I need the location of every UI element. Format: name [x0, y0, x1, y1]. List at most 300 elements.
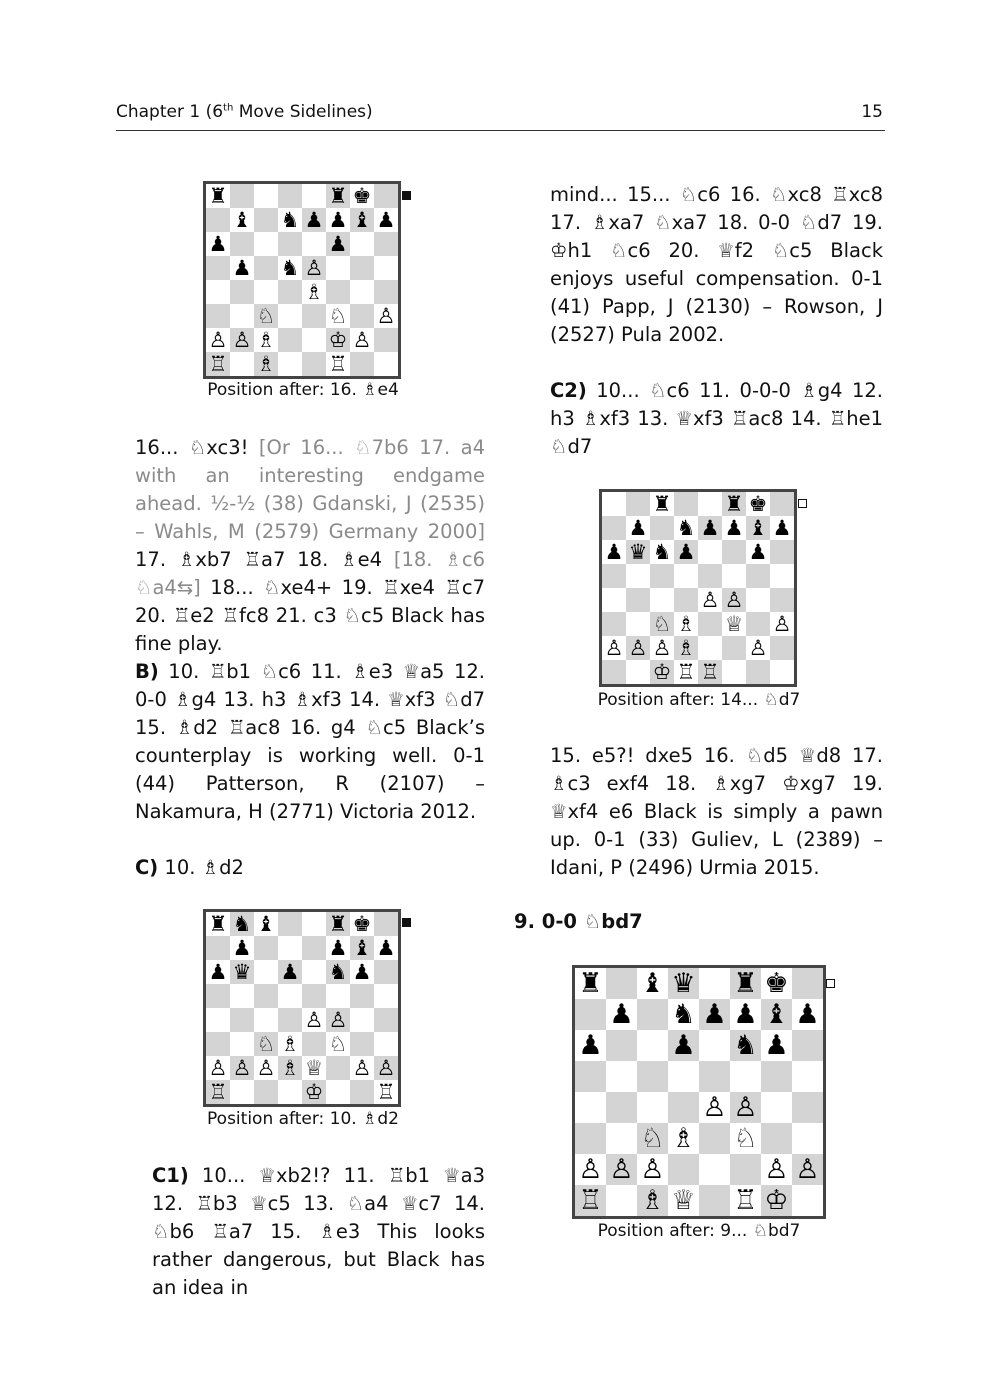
chess-diagram-2 [203, 909, 401, 1107]
square-b5 [230, 984, 254, 1008]
square-a6 [602, 540, 626, 564]
square-c4 [254, 1008, 278, 1032]
black-pawn-icon: ♟ [764, 1030, 789, 1061]
white-pawn-icon: ♙ [652, 635, 672, 660]
square-d1 [278, 1080, 302, 1104]
square-g7 [761, 999, 792, 1030]
square-g7 [350, 936, 374, 960]
paragraph-line-c: C) 10. ♗d2 [135, 856, 244, 879]
white-knight-icon: ♘ [256, 1031, 276, 1056]
square-a8 [602, 492, 626, 516]
square-b7 [230, 208, 254, 232]
square-e6 [698, 540, 722, 564]
square-f1 [722, 660, 746, 684]
square-a3 [206, 1032, 230, 1056]
square-h3 [374, 1032, 398, 1056]
square-b1 [230, 352, 254, 376]
square-g8 [350, 912, 374, 936]
paragraph-mind-continuation: mind... 15... ♘c6 16. ♘xc8 ♖xc8 17. ♗xa7 ♘xa7 18. 0-0 ♘d7 19. ♔h1 ♘c6 20. ♕f2 ♘c5 Black enjoys useful compensation. 0-1 (41) Papp, J (2130) – Rowson, J (2527) Pula 2002. [550, 183, 883, 346]
square-g6 [761, 1030, 792, 1061]
square-d5 [674, 564, 698, 588]
white-pawn-icon: ♙ [578, 1154, 603, 1185]
square-c8 [650, 492, 674, 516]
black-king-icon: ♚ [352, 911, 372, 936]
square-b1 [230, 1080, 254, 1104]
square-g8 [350, 184, 374, 208]
square-f4 [730, 1092, 761, 1123]
white-king-icon: ♔ [764, 1185, 789, 1216]
black-bishop-icon: ♝ [352, 935, 372, 960]
square-d1 [674, 660, 698, 684]
square-d5 [278, 256, 302, 280]
square-g5 [350, 984, 374, 1008]
square-c8 [254, 912, 278, 936]
square-e1 [698, 660, 722, 684]
white-to-move-marker [798, 499, 807, 508]
white-bishop-icon: ♗ [304, 279, 324, 304]
square-e3 [699, 1123, 730, 1154]
square-d4 [278, 280, 302, 304]
square-a8 [206, 912, 230, 936]
black-bishop-icon: ♝ [764, 999, 789, 1030]
square-c5 [637, 1061, 668, 1092]
square-h4 [374, 1008, 398, 1032]
square-e7 [302, 936, 326, 960]
square-g2 [761, 1154, 792, 1185]
square-g2 [746, 636, 770, 660]
square-e1 [302, 1080, 326, 1104]
black-pawn-icon: ♟ [733, 999, 758, 1030]
black-bishop-icon: ♝ [748, 515, 768, 540]
square-d6 [668, 1030, 699, 1061]
black-rook-icon: ♜ [733, 968, 758, 999]
white-king-icon: ♔ [304, 1079, 324, 1104]
square-c7 [650, 516, 674, 540]
white-queen-icon: ♕ [304, 1055, 324, 1080]
white-rook-icon: ♖ [733, 1185, 758, 1216]
black-knight-icon: ♞ [733, 1030, 758, 1061]
square-f7 [722, 516, 746, 540]
black-rook-icon: ♜ [724, 491, 744, 516]
square-h3 [792, 1123, 823, 1154]
square-d2 [278, 328, 302, 352]
square-h3 [374, 304, 398, 328]
square-b3 [230, 1032, 254, 1056]
square-c7 [637, 999, 668, 1030]
square-c2 [254, 328, 278, 352]
square-g4 [746, 588, 770, 612]
square-d8 [278, 912, 302, 936]
white-pawn-icon: ♙ [232, 327, 252, 352]
black-pawn-icon: ♟ [376, 207, 396, 232]
black-rook-icon: ♜ [328, 911, 348, 936]
square-a5 [575, 1061, 606, 1092]
white-bishop-icon: ♗ [280, 1055, 300, 1080]
square-b4 [606, 1092, 637, 1123]
square-g1 [350, 352, 374, 376]
square-d5 [668, 1061, 699, 1092]
square-h1 [792, 1185, 823, 1216]
square-f3 [722, 612, 746, 636]
square-f7 [730, 999, 761, 1030]
square-d2 [278, 1056, 302, 1080]
black-knight-icon: ♞ [232, 911, 252, 936]
square-e3 [698, 612, 722, 636]
square-c4 [254, 280, 278, 304]
square-d6 [278, 232, 302, 256]
black-pawn-icon: ♟ [628, 515, 648, 540]
square-f3 [326, 304, 350, 328]
black-king-icon: ♚ [352, 183, 372, 208]
square-d2 [674, 636, 698, 660]
square-f6 [722, 540, 746, 564]
square-a5 [602, 564, 626, 588]
square-d4 [278, 1008, 302, 1032]
white-pawn-icon: ♙ [352, 327, 372, 352]
square-h2 [770, 636, 794, 660]
square-h2 [792, 1154, 823, 1185]
square-b5 [606, 1061, 637, 1092]
black-pawn-icon: ♟ [702, 999, 727, 1030]
white-bishop-icon: ♗ [676, 635, 696, 660]
square-b3 [626, 612, 650, 636]
page-header [116, 100, 885, 131]
white-knight-icon: ♘ [328, 303, 348, 328]
black-knight-icon: ♞ [652, 539, 672, 564]
square-f2 [326, 1056, 350, 1080]
square-a6 [206, 960, 230, 984]
square-c4 [650, 588, 674, 612]
square-d1 [278, 352, 302, 376]
square-d6 [278, 960, 302, 984]
square-c7 [254, 208, 278, 232]
square-d7 [668, 999, 699, 1030]
white-bishop-icon: ♗ [256, 327, 276, 352]
square-d8 [668, 968, 699, 999]
square-f8 [722, 492, 746, 516]
square-a1 [206, 352, 230, 376]
white-rook-icon: ♖ [328, 351, 348, 376]
white-knight-icon: ♘ [652, 611, 672, 636]
square-e5 [699, 1061, 730, 1092]
black-knight-icon: ♞ [328, 959, 348, 984]
paragraph-15-e5: 15. e5?! dxe5 16. ♘d5 ♕d8 17. ♗c3 exf4 18. ♗xg7 ♔xg7 19. ♕xf4 e6 Black is simply a pawn up. 0-1 (33) Guliev, L (2389) – Idani, P (2496) Urmia 2015. [550, 744, 883, 879]
square-b6 [626, 540, 650, 564]
white-to-move-marker [826, 979, 835, 988]
black-bishop-icon: ♝ [640, 968, 665, 999]
square-b6 [230, 960, 254, 984]
square-a1 [575, 1185, 606, 1216]
square-b1 [626, 660, 650, 684]
white-king-icon: ♔ [652, 659, 672, 684]
black-pawn-icon: ♟ [676, 539, 696, 564]
square-e6 [699, 1030, 730, 1061]
black-king-icon: ♚ [764, 968, 789, 999]
white-pawn-icon: ♙ [376, 1055, 396, 1080]
square-c2 [650, 636, 674, 660]
square-d7 [674, 516, 698, 540]
square-f5 [722, 564, 746, 588]
square-e4 [302, 280, 326, 304]
white-rook-icon: ♖ [208, 351, 228, 376]
white-rook-icon: ♖ [208, 1079, 228, 1104]
square-b3 [606, 1123, 637, 1154]
white-pawn-icon: ♙ [304, 255, 324, 280]
square-e2 [302, 328, 326, 352]
black-pawn-icon: ♟ [604, 539, 624, 564]
square-g5 [761, 1061, 792, 1092]
square-b2 [230, 328, 254, 352]
square-f6 [730, 1030, 761, 1061]
black-bishop-icon: ♝ [352, 207, 372, 232]
square-e4 [302, 1008, 326, 1032]
square-c8 [637, 968, 668, 999]
square-h5 [770, 564, 794, 588]
paragraph-line-c1: C1) 10... ♕xb2!? 11. ♖b1 ♕a3 12. ♖b3 ♕c5 13. ♘a4 ♕c7 14. ♘b6 ♖a7 15. ♗e3 This looks rather dangerous, but Black has an idea in [152, 1164, 485, 1299]
square-h7 [770, 516, 794, 540]
square-e2 [698, 636, 722, 660]
square-b4 [230, 280, 254, 304]
square-h1 [374, 352, 398, 376]
square-h8 [374, 184, 398, 208]
square-h4 [792, 1092, 823, 1123]
diagram-caption-3: Position after: 14... ♘d7 [597, 690, 801, 710]
square-c3 [637, 1123, 668, 1154]
black-pawn-icon: ♟ [232, 935, 252, 960]
white-pawn-icon: ♙ [352, 1055, 372, 1080]
black-queen-icon: ♛ [671, 968, 696, 999]
white-pawn-icon: ♙ [748, 635, 768, 660]
white-knight-icon: ♘ [328, 1031, 348, 1056]
square-e4 [698, 588, 722, 612]
black-rook-icon: ♜ [208, 911, 228, 936]
square-g2 [350, 1056, 374, 1080]
square-e8 [698, 492, 722, 516]
square-h4 [374, 280, 398, 304]
square-a2 [206, 1056, 230, 1080]
square-f4 [722, 588, 746, 612]
square-f7 [326, 208, 350, 232]
square-f1 [326, 352, 350, 376]
square-a3 [206, 304, 230, 328]
square-a3 [602, 612, 626, 636]
square-b2 [606, 1154, 637, 1185]
square-e2 [699, 1154, 730, 1185]
square-e3 [302, 1032, 326, 1056]
square-c5 [650, 564, 674, 588]
square-f3 [730, 1123, 761, 1154]
black-pawn-icon: ♟ [772, 515, 792, 540]
square-h3 [770, 612, 794, 636]
square-g4 [350, 280, 374, 304]
square-e6 [302, 960, 326, 984]
square-g1 [761, 1185, 792, 1216]
square-d8 [674, 492, 698, 516]
square-g7 [746, 516, 770, 540]
square-d5 [278, 984, 302, 1008]
black-knight-icon: ♞ [671, 999, 696, 1030]
square-c3 [650, 612, 674, 636]
black-pawn-icon: ♟ [208, 231, 228, 256]
square-g4 [761, 1092, 792, 1123]
square-g1 [350, 1080, 374, 1104]
square-d3 [278, 1032, 302, 1056]
white-queen-icon: ♕ [724, 611, 744, 636]
square-f6 [326, 960, 350, 984]
square-h7 [374, 208, 398, 232]
square-d6 [674, 540, 698, 564]
black-rook-icon: ♜ [328, 183, 348, 208]
square-g5 [746, 564, 770, 588]
square-a2 [206, 328, 230, 352]
square-h8 [792, 968, 823, 999]
square-e7 [699, 999, 730, 1030]
white-bishop-icon: ♗ [280, 1031, 300, 1056]
white-bishop-icon: ♗ [676, 611, 696, 636]
white-rook-icon: ♖ [676, 659, 696, 684]
square-e8 [302, 184, 326, 208]
white-rook-icon: ♖ [700, 659, 720, 684]
square-a7 [575, 999, 606, 1030]
black-rook-icon: ♜ [578, 968, 603, 999]
square-e5 [302, 256, 326, 280]
square-f8 [730, 968, 761, 999]
black-pawn-icon: ♟ [376, 935, 396, 960]
square-f5 [326, 984, 350, 1008]
square-b7 [230, 936, 254, 960]
page-number: 15 [861, 102, 883, 122]
black-pawn-icon: ♟ [208, 959, 228, 984]
square-b8 [230, 912, 254, 936]
square-a8 [206, 184, 230, 208]
square-a4 [602, 588, 626, 612]
white-rook-icon: ♖ [376, 1079, 396, 1104]
square-h4 [770, 588, 794, 612]
square-h2 [374, 328, 398, 352]
square-a1 [602, 660, 626, 684]
white-pawn-icon: ♙ [304, 1007, 324, 1032]
square-b8 [606, 968, 637, 999]
paragraph-16-nxc3: 16... ♘xc3! [Or 16... ♘7b6 17. a4 with an interesting endgame ahead. ½-½ (38) Gdanski, J (2535) – Wahls, M (2579) Germany 2000] 17. ♗xb7 ♖a7 18. ♗e4 [18. ♗c6 ♘a4⇆] 18... ♘xe4+ 19. ♖xe4 ♖c7 20. ♖e2 ♖fc8 21. c3 ♘c5 Black has fine play. [135, 436, 486, 655]
white-pawn-icon: ♙ [328, 1007, 348, 1032]
square-f8 [326, 184, 350, 208]
black-knight-icon: ♞ [280, 255, 300, 280]
square-g6 [350, 232, 374, 256]
chess-diagram-4 [572, 965, 826, 1219]
square-b8 [230, 184, 254, 208]
square-d7 [278, 208, 302, 232]
black-pawn-icon: ♟ [671, 1030, 696, 1061]
square-c3 [254, 1032, 278, 1056]
square-a2 [602, 636, 626, 660]
square-b4 [230, 1008, 254, 1032]
square-c1 [637, 1185, 668, 1216]
square-a6 [575, 1030, 606, 1061]
square-f8 [326, 912, 350, 936]
square-f4 [326, 1008, 350, 1032]
square-g4 [350, 1008, 374, 1032]
square-e5 [698, 564, 722, 588]
square-c2 [637, 1154, 668, 1185]
white-pawn-icon: ♙ [772, 611, 792, 636]
square-a4 [206, 280, 230, 304]
white-pawn-icon: ♙ [208, 1055, 228, 1080]
paragraph-line-c2: C2) 10... ♘c6 11. 0-0-0 ♗g4 12. h3 ♗xf3 13. ♕xf3 ♖ac8 14. ♖he1 ♘d7 [550, 379, 883, 458]
black-knight-icon: ♞ [676, 515, 696, 540]
black-pawn-icon: ♟ [795, 999, 820, 1030]
square-d4 [674, 588, 698, 612]
square-a6 [206, 232, 230, 256]
black-queen-icon: ♛ [628, 539, 648, 564]
square-a5 [206, 984, 230, 1008]
section-heading-9-castles: 9. 0-0 ♘bd7 [514, 910, 643, 933]
square-f5 [730, 1061, 761, 1092]
square-g6 [350, 960, 374, 984]
square-f2 [326, 328, 350, 352]
square-d3 [674, 612, 698, 636]
white-pawn-icon: ♙ [700, 587, 720, 612]
square-d3 [278, 304, 302, 328]
square-c1 [254, 352, 278, 376]
chess-diagram-1 [203, 181, 401, 379]
square-e2 [302, 1056, 326, 1080]
square-b7 [626, 516, 650, 540]
white-pawn-icon: ♙ [208, 327, 228, 352]
square-g1 [746, 660, 770, 684]
square-h2 [374, 1056, 398, 1080]
square-e3 [302, 304, 326, 328]
square-c4 [637, 1092, 668, 1123]
white-knight-icon: ♘ [640, 1123, 665, 1154]
square-d4 [668, 1092, 699, 1123]
black-to-move-marker [402, 191, 411, 200]
square-g5 [350, 256, 374, 280]
square-e6 [302, 232, 326, 256]
black-pawn-icon: ♟ [232, 255, 252, 280]
white-pawn-icon: ♙ [376, 303, 396, 328]
square-b5 [626, 564, 650, 588]
square-e7 [698, 516, 722, 540]
square-b5 [230, 256, 254, 280]
black-pawn-icon: ♟ [304, 207, 324, 232]
white-pawn-icon: ♙ [724, 587, 744, 612]
square-b7 [606, 999, 637, 1030]
square-h6 [374, 960, 398, 984]
white-pawn-icon: ♙ [256, 1055, 276, 1080]
square-b3 [230, 304, 254, 328]
square-f3 [326, 1032, 350, 1056]
square-b2 [230, 1056, 254, 1080]
square-c6 [254, 960, 278, 984]
square-c5 [254, 256, 278, 280]
square-d1 [668, 1185, 699, 1216]
black-pawn-icon: ♟ [352, 959, 372, 984]
square-e8 [699, 968, 730, 999]
square-b6 [606, 1030, 637, 1061]
square-c8 [254, 184, 278, 208]
square-b1 [606, 1185, 637, 1216]
square-c6 [254, 232, 278, 256]
white-rook-icon: ♖ [578, 1185, 603, 1216]
square-c1 [650, 660, 674, 684]
square-g3 [746, 612, 770, 636]
white-bishop-icon: ♗ [671, 1123, 696, 1154]
black-bishop-icon: ♝ [232, 207, 252, 232]
black-pawn-icon: ♟ [700, 515, 720, 540]
paragraph-line-b: B) 10. ♖b1 ♘c6 11. ♗e3 ♕a5 12. 0-0 ♗g4 13. h3 ♗xf3 14. ♕xf3 ♘d7 15. ♗d2 ♖ac8 16. g4 ♘c5 Black’s counterplay is working well. 0-1 (44) Patterson, R (2107) – Nakamura, H (2771) Victoria 2012. [135, 660, 485, 823]
white-pawn-icon: ♙ [702, 1092, 727, 1123]
square-c6 [650, 540, 674, 564]
